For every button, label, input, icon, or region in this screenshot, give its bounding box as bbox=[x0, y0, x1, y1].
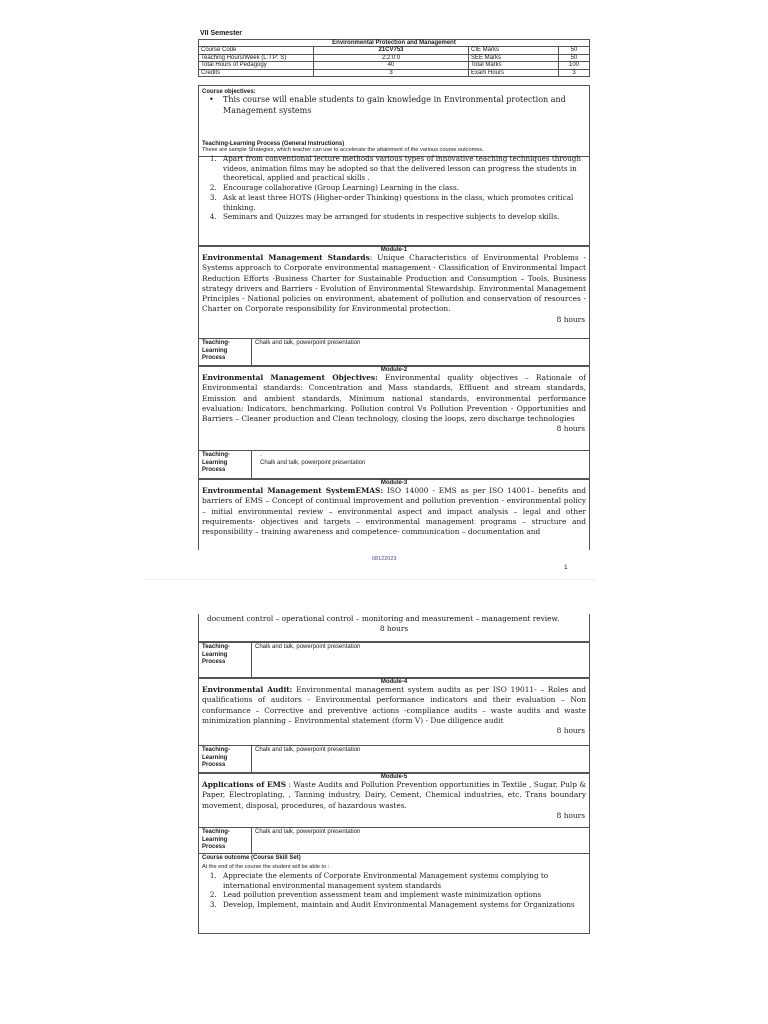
module-3-heading: Module-3 bbox=[198, 479, 590, 487]
table-row bbox=[199, 47, 590, 54]
module-2-body bbox=[198, 373, 590, 451]
objective-item: • This course will enable students to gain knowledge in Environmental protection and Management systems bbox=[209, 95, 586, 116]
table-cell: 2:2:0:0 bbox=[314, 54, 469, 61]
module-3-text bbox=[202, 486, 586, 537]
page-separator bbox=[145, 579, 595, 580]
table-cell: 3 bbox=[314, 69, 469, 76]
tlp-value: Chalk and talk, powerpoint presentation bbox=[260, 459, 366, 466]
module-4-hours: 8 hours bbox=[556, 726, 585, 736]
course-title: Environmental Protection and Management bbox=[199, 40, 590, 47]
module-5-text bbox=[202, 780, 586, 811]
outcome-intro: At the end of the course the student will be able to : bbox=[202, 864, 330, 870]
module-4-title: Environmental Audit: bbox=[202, 685, 293, 694]
table-cell: Total Hours of Pedagogy bbox=[199, 62, 314, 69]
module-4-content: Environmental management system audits as per ISO 19011- – Roles and qualifications of auditors - Environmental performance indicators and their evaluation – Non conformance – Corrective and preventive actions -compliance audits – waste audits and waste minimization planning – Environmental statement (form V) - Due diligence audit bbox=[202, 685, 586, 725]
table-row bbox=[199, 62, 590, 69]
module-5-content: : Waste Audits and Pollution Prevention opportunities in Textile , Sugar, Pulp & Paper, Electroplating, , Tanning industry, Dairy, Cement, Chemical industries, etc. Trans boundary movement, disposal, procedures, of hazardous wastes. bbox=[202, 780, 586, 810]
list-item: 4. Seminars and Quizzes may be arranged for students in respective subjects to develop skills. bbox=[219, 212, 583, 222]
module-5-tlp-row bbox=[198, 827, 590, 854]
table-cell: Teaching Hours/Week (L:T:P: S) bbox=[199, 54, 314, 61]
list-item: 2. Encourage collaborative (Group Learning) Learning in the class. bbox=[219, 183, 583, 193]
module-5-hours: 8 hours bbox=[556, 810, 585, 820]
module-1-content: : Unique Characteristics of Environmental Problems - Systems approach to Corporate environmental management - Classification of Environmental Impact Reduction Efforts -Business Charter for Sustainable Production and Consumption – Tools, Business strategy drivers and Barriers - Evolution of Environmental Stewardship. Environmental Management Principles - National policies on environment, abatement of pollution and conservation of resources - Charter on Corporate responsibility for Environmental protection. bbox=[202, 253, 586, 314]
module-2-tlp-row bbox=[198, 450, 590, 479]
tlp-list bbox=[199, 154, 589, 222]
document-page-1 bbox=[196, 26, 596, 574]
list-item: 3. Ask at least three HOTS (Higher-order Thinking) questions in the class, which promotes critical thinking. bbox=[219, 193, 583, 212]
module-1-title: Environmental Management Standards bbox=[202, 253, 370, 262]
tlp-value: Chalk and talk, powerpoint presentation bbox=[255, 340, 361, 346]
table-cell: 21CV753 bbox=[314, 47, 469, 54]
teaching-learning-section bbox=[198, 139, 590, 246]
module-3-continued-text: document control – operational control – monitoring and measurement – management review. bbox=[207, 614, 560, 623]
table-cell: SEE Marks bbox=[469, 54, 559, 61]
module-2-title: Environmental Management Objectives: bbox=[202, 373, 378, 382]
tlp-label: Teaching-Learning Process bbox=[199, 643, 252, 677]
tlp-value: Chalk and talk, powerpoint presentation bbox=[255, 644, 361, 650]
course-info-table bbox=[198, 39, 590, 77]
tlp-value-wrapper bbox=[252, 451, 368, 478]
tlp-label: Teaching-Learning Process bbox=[199, 339, 252, 365]
list-item: 1. Appreciate the elements of Corporate Environmental Management systems complying to international environmental management system standards bbox=[219, 871, 583, 890]
module-4-heading: Module-4 bbox=[198, 678, 590, 686]
table-cell: CIE Marks bbox=[469, 47, 559, 54]
module-4-text bbox=[202, 685, 586, 726]
tlp-value: Chalk and talk, powerpoint presentation bbox=[255, 829, 361, 835]
table-row bbox=[199, 69, 590, 76]
tlp-heading: Teaching-Learning Process (General Instructions) bbox=[202, 141, 345, 147]
list-item: 1. Apart from conventional lecture methods various types of innovative teaching techniques through videos, animation films may be adopted so that the delivered lesson can progress the students in theoretical, applied and practical skills . bbox=[219, 154, 583, 183]
tlp-label: Teaching-Learning Process bbox=[199, 451, 252, 478]
tlp-label: Teaching-Learning Process bbox=[199, 828, 252, 853]
module-1-heading: Module-1 bbox=[198, 246, 590, 254]
outcome-list bbox=[199, 871, 589, 909]
table-cell: 50 bbox=[559, 47, 590, 54]
module-3-hours: 8 hours bbox=[379, 624, 409, 634]
module-1-text bbox=[202, 253, 586, 315]
module-1-tlp-row bbox=[198, 338, 590, 366]
list-item: 3. Develop, Implement, maintain and Audit Environmental Management systems for Organizations bbox=[219, 900, 583, 910]
module-5-body bbox=[198, 780, 590, 828]
module-4-body bbox=[198, 685, 590, 746]
document-page-2 bbox=[196, 614, 596, 934]
table-cell: 50 bbox=[559, 54, 590, 61]
module-2-heading: Module-2 bbox=[198, 366, 590, 374]
table-cell: Course Code bbox=[199, 47, 314, 54]
module-3-tlp-row bbox=[198, 642, 590, 678]
module-5-title: Applications of EMS bbox=[202, 780, 287, 789]
module-2-content: Environmental quality objectives – Rationale of Environmental standards: Concentration and Mass standards, Effluent and stream standards, Emission and ambient standards, Minimum national standards, environmental performance evaluation: Indicators, benchmarking. Pollution control Vs Pollution Prevention - Opportunities and Barriers – Cleaner production and Clean technology, closing the loops, zero discharge technologies bbox=[202, 373, 586, 424]
table-cell: Credits bbox=[199, 69, 314, 76]
module-1-hours: 8 hours bbox=[556, 314, 585, 324]
module-4-tlp-row bbox=[198, 745, 590, 773]
table-cell: Total Marks bbox=[469, 62, 559, 69]
module-3-title: Environmental Management SystemEMAS: bbox=[202, 486, 384, 495]
objective-text: This course will enable students to gain knowledge in Environmental protection and Management systems bbox=[223, 95, 566, 115]
module-3-continued bbox=[198, 614, 590, 642]
tlp-label: Teaching-Learning Process bbox=[199, 746, 252, 772]
page-number: 1 bbox=[564, 564, 568, 571]
table-cell: Exam Hours bbox=[469, 69, 559, 76]
table-cell: 3 bbox=[559, 69, 590, 76]
footer-date: 08122023 bbox=[372, 556, 397, 562]
tlp-dot: . bbox=[260, 452, 262, 458]
course-outcome-section bbox=[198, 854, 590, 934]
module-5-heading: Module-5 bbox=[198, 773, 590, 781]
module-2-hours: 8 hours bbox=[556, 424, 585, 434]
semester-label: VII Semester bbox=[200, 30, 243, 37]
objectives-heading: Course objectives: bbox=[202, 89, 256, 95]
tlp-intro: These are sample Strategies, which teacher can use to accelerate the attainment of the various course outcomes. bbox=[202, 147, 484, 153]
module-3-content: ISO 14000 - EMS as per ISO 14001– benefits and barriers of EMS – Concept of continual improvement and pollution prevention - environmental policy – initial environmental review – environmental aspect and impact analysis – legal and other requirements- objectives and targets – environmental management programs – structure and responsibility – training awareness and competence- communication – documentation and bbox=[202, 486, 586, 537]
outcome-heading: Course outcome (Course Skill Set) bbox=[202, 855, 301, 861]
module-2-text bbox=[202, 373, 586, 424]
table-cell: 100 bbox=[559, 62, 590, 69]
table-cell: 40 bbox=[314, 62, 469, 69]
module-3-body bbox=[198, 486, 590, 550]
module-1-body bbox=[198, 253, 590, 339]
table-row bbox=[199, 54, 590, 61]
tlp-value: Chalk and talk, powerpoint presentation bbox=[255, 747, 361, 753]
list-item: 2. Lead pollution prevention assessment team and implement waste minimization options bbox=[219, 890, 583, 900]
